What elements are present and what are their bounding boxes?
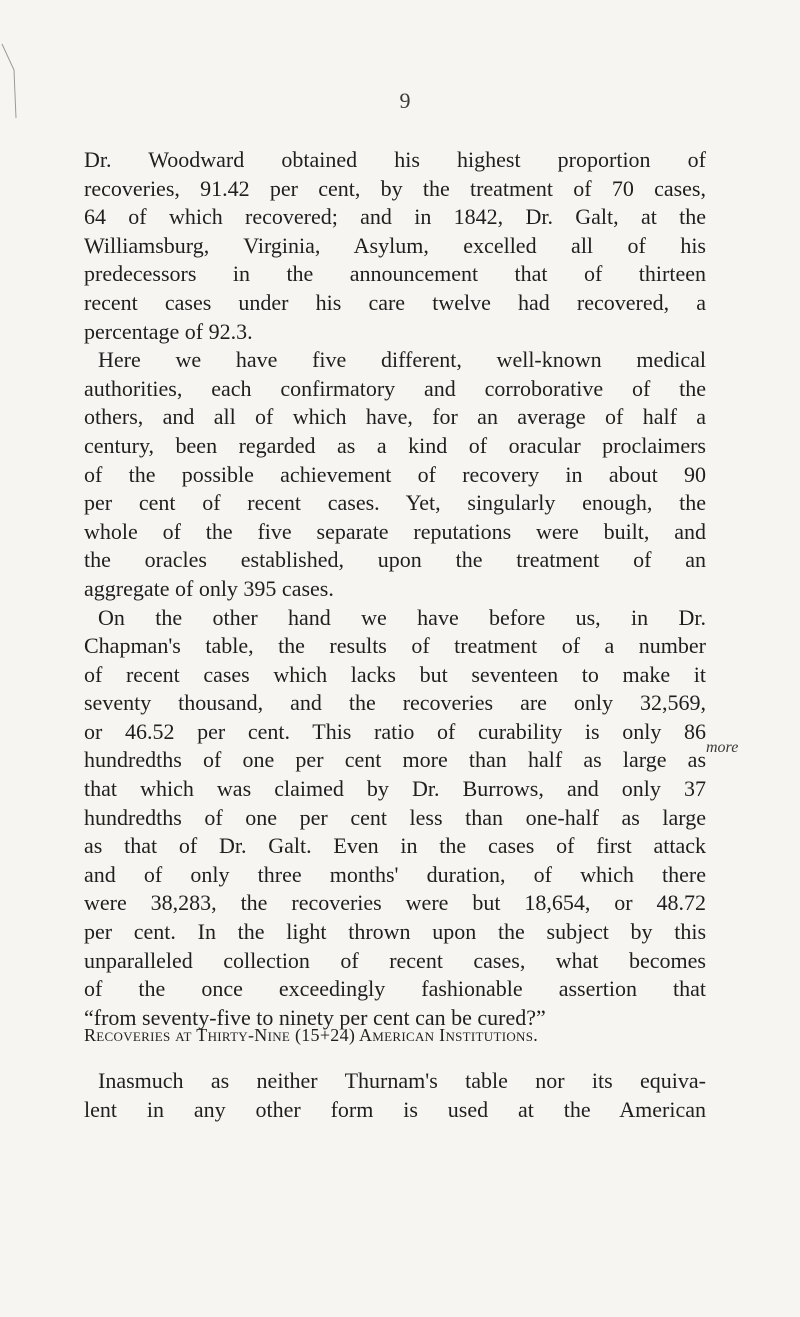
body-text-continued bbox=[84, 1067, 706, 1124]
text-line: as that of Dr. Galt. Even in the cases of first attack bbox=[84, 833, 706, 859]
text-line: Chapman's table, the results of treatment of a number bbox=[84, 633, 706, 659]
text-line: 64 of which recovered; and in 1842, Dr. Galt, at the bbox=[84, 204, 706, 230]
text-line: that which was claimed by Dr. Burrows, and only 37 bbox=[84, 776, 706, 802]
text-line: the oracles established, upon the treatment of an bbox=[84, 547, 706, 573]
text-line: were 38,283, the recoveries were but 18,654, or 48.72 bbox=[84, 890, 706, 916]
text-line: percentage of 92.3. bbox=[84, 318, 253, 344]
text-line: aggregate of only 395 cases. bbox=[84, 575, 334, 601]
text-line: and of only three months' duration, of which there bbox=[84, 861, 706, 887]
text-line: predecessors in the announcement that of thirteen bbox=[84, 261, 706, 287]
text-line: or 46.52 per cent. This ratio of curability is only 86 bbox=[84, 718, 706, 744]
text-line: hundredths of one per cent more than half as large as bbox=[84, 747, 706, 773]
handwritten-margin-note: more bbox=[706, 739, 739, 756]
section-heading: Recoveries at Thirty-Nine (15+24) American Institutions. bbox=[84, 1025, 539, 1045]
text-line: per cent of recent cases. Yet, singularly enough, the bbox=[84, 490, 706, 516]
text-line: On the other hand we have before us, in Dr. bbox=[98, 604, 706, 630]
text-line: century, been regarded as a kind of oracular proclaimers bbox=[84, 432, 706, 458]
text-line: hundredths of one per cent less than one-half as large bbox=[84, 804, 706, 830]
body-text bbox=[84, 146, 706, 1032]
text-line: seventy thousand, and the recoveries are only 32,569, bbox=[84, 690, 706, 716]
page-edge-mark bbox=[0, 40, 22, 120]
text-line: of the once exceedingly fashionable assertion that bbox=[84, 976, 706, 1002]
text-line: of the possible achievement of recovery in about 90 bbox=[84, 461, 706, 487]
text-line: authorities, each confirmatory and corroborative of the bbox=[84, 375, 706, 401]
text-line: lent in any other form is used at the American bbox=[84, 1096, 706, 1122]
text-line: whole of the five separate reputations were built, and bbox=[84, 518, 706, 544]
page-number: 9 bbox=[399, 88, 411, 113]
text-line: others, and all of which have, for an average of half a bbox=[84, 404, 706, 430]
text-line: “from seventy-five to ninety per cent can be cured?” bbox=[84, 1004, 546, 1030]
text-line: recent cases under his care twelve had recovered, a bbox=[84, 289, 706, 315]
text-line: Here we have five different, well-known medical bbox=[98, 347, 706, 373]
text-line: unparalleled collection of recent cases, what becomes bbox=[84, 947, 706, 973]
text-line: per cent. In the light thrown upon the subject by this bbox=[84, 919, 706, 945]
text-line: of recent cases which lacks but seventeen to make it bbox=[84, 661, 706, 687]
text-line: Dr. Woodward obtained his highest proportion of bbox=[84, 147, 706, 172]
text-line: recoveries, 91.42 per cent, by the treatment of 70 cases, bbox=[84, 175, 706, 201]
text-line: Williamsburg, Virginia, Asylum, excelled all of his bbox=[84, 232, 706, 258]
text-line: Inasmuch as neither Thurnam's table nor its equiva- bbox=[98, 1068, 706, 1093]
